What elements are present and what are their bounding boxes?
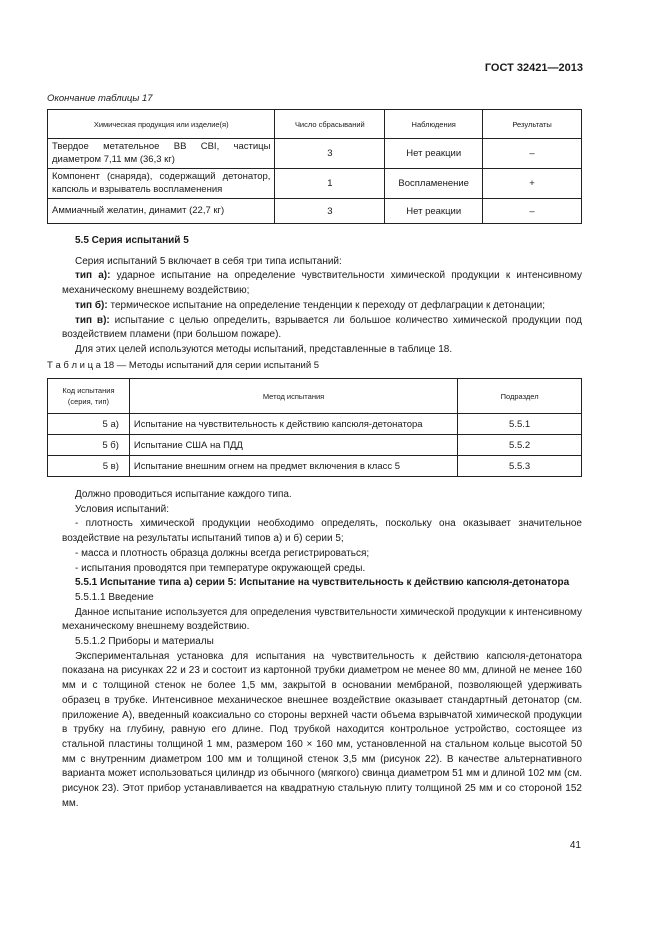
column-header: [48, 379, 130, 414]
subsection-heading: 5.5.1.1 Введение: [75, 591, 154, 603]
table-17-caption: Окончание таблицы 17: [47, 93, 153, 104]
paragraph: Для этих целей используются методы испытаний, представленные в таблице 18.: [75, 343, 453, 355]
type-b-label: тип б):: [75, 299, 108, 311]
table-cell: Аммиачный желатин, динамит (22,7 кг): [48, 199, 275, 224]
table-cell: Испытание на чувствительность к действию капсюля-детонатора: [129, 414, 457, 435]
table-row: [48, 169, 582, 199]
table-row: [48, 199, 582, 224]
paragraph: Данное испытание используется для определения чувствительности химической продукции к интенсивному механическому внешнему воздействию.: [62, 606, 582, 633]
paragraph: Условия испытаний:: [75, 503, 169, 515]
paragraph: - испытания проводятся при температуре окружающей среды.: [75, 562, 366, 574]
table-header-row: [48, 379, 582, 414]
table-cell: 5 б): [48, 435, 130, 456]
document-code: ГОСТ 32421—2013: [484, 62, 583, 74]
header-line: (серия, тип): [67, 397, 110, 406]
column-header: Результаты: [483, 110, 582, 139]
column-header: Метод испытания: [129, 379, 457, 414]
table-cell: Испытание США на ПДД: [129, 435, 457, 456]
type-c-text: испытание с целью определить, взрывается ли большое количество химической продукции под воздействием пламени (при большом пожаре).: [62, 314, 583, 341]
paragraph: - плотность химической продукции необходимо определять, поскольку она оказывает значительное воздействие на результаты испытаний типов а) и б) серии 5;: [62, 518, 582, 545]
table-cell: 3: [275, 199, 385, 224]
table-cell: 5.5.3: [458, 456, 582, 477]
table-cell: 5.5.1: [458, 414, 582, 435]
paragraph: [62, 314, 582, 343]
table-18-caption: Т а б л и ц а 18 — Методы испытаний для серии испытаний 5: [47, 360, 320, 371]
subsection-heading: 5.5.1.2 Приборы и материалы: [75, 636, 214, 648]
type-c-label: тип в):: [75, 314, 110, 326]
table-cell: +: [483, 169, 582, 199]
test-conditions: [62, 488, 582, 811]
table-cell: 5.5.2: [458, 435, 582, 456]
table-row: [48, 435, 582, 456]
table-row: [48, 139, 582, 169]
column-header: Химическая продукция или изделие(я): [48, 110, 275, 139]
table-cell: Нет реакции: [385, 139, 483, 169]
table-cell: Твердое метательное ВВ CBI, частицы диаметром 7,11 мм (36,3 кг): [48, 139, 275, 169]
table-cell: 3: [275, 139, 385, 169]
paragraph: Серия испытаний 5 включает в себя три типа испытаний:: [75, 255, 342, 267]
paragraph: [62, 299, 582, 314]
column-header: Наблюдения: [385, 110, 483, 139]
table-cell: Воспламенение: [385, 169, 483, 199]
page-number: 41: [569, 840, 581, 851]
table-cell: 5 а): [48, 414, 130, 435]
table-cell: 1: [275, 169, 385, 199]
column-header: Подраздел: [458, 379, 582, 414]
table-18: [47, 378, 582, 477]
table-cell: –: [483, 199, 582, 224]
type-a-text: ударное испытание на определение чувствительности химической продукции к интенсивному механическому внешнему воздействию;: [62, 270, 582, 297]
table-cell: Компонент (снаряда), содержащий детонатор, капсюль и взрыватель воспламенения: [48, 169, 275, 199]
type-a-label: тип а):: [75, 270, 111, 282]
section-5-5: [62, 234, 582, 358]
table-17: [47, 109, 582, 224]
paragraph: [62, 269, 582, 298]
table-cell: 5 в): [48, 456, 130, 477]
type-b-text: термическое испытание на определение тенденции к переходу от дефлаграции к детонации;: [107, 299, 545, 311]
paragraph: Должно проводиться испытание каждого типа.: [75, 489, 292, 500]
header-line: Код испытания: [62, 386, 115, 395]
column-header: Число сбрасываний: [275, 110, 385, 139]
paragraph: - масса и плотность образца должны всегда регистрироваться;: [75, 547, 370, 559]
section-heading: 5.5 Серия испытаний 5: [75, 235, 189, 246]
table-cell: –: [483, 139, 582, 169]
paragraph: Экспериментальная установка для испытания на чувствительность к действию капсюля-детонатора показана на рисунках 22 и 23 и состоит из картонной трубки диаметром не менее 80 мм, длиной не менее 160 мм и с толщиной стенок не более 1,5 мм, закрытой в основании мембраной, позволяющей удерживать образец в трубке. Интенсивное механическое внешнее воздействие оказывает стандартный детонатор (см. приложение А), введенный коаксиально со стороны верхней части объема взрывчатой химической продукции в трубку на глубину, равную его длине. Под трубкой находится контрольное устройство, состоящее из стальной пластины толщиной 1 мм, размером 160 × 160 мм, установленной на стальном кольце высотой 50 мм с внутренним диаметром 100 мм и толщиной стенок 3,5 мм (рисунок 22). В качестве альтернативного варианта может использоваться цилиндр из обычного (мягкого) свинца диаметром 51 мм и длиной 102 мм (см. рисунок 23). Этот прибор устанавливается на квадратную стальную плиту толщиной 25 мм и со стороной 152 мм.: [62, 650, 582, 809]
table-cell: Испытание внешним огнем на предмет включения в класс 5: [129, 456, 457, 477]
section-heading: 5.5.1 Испытание типа а) серии 5: Испытание на чувствительность к действию капсюля-детонатора: [75, 577, 570, 589]
table-cell: Нет реакции: [385, 199, 483, 224]
table-header-row: [48, 110, 582, 139]
table-row: [48, 414, 582, 435]
table-row: [48, 456, 582, 477]
